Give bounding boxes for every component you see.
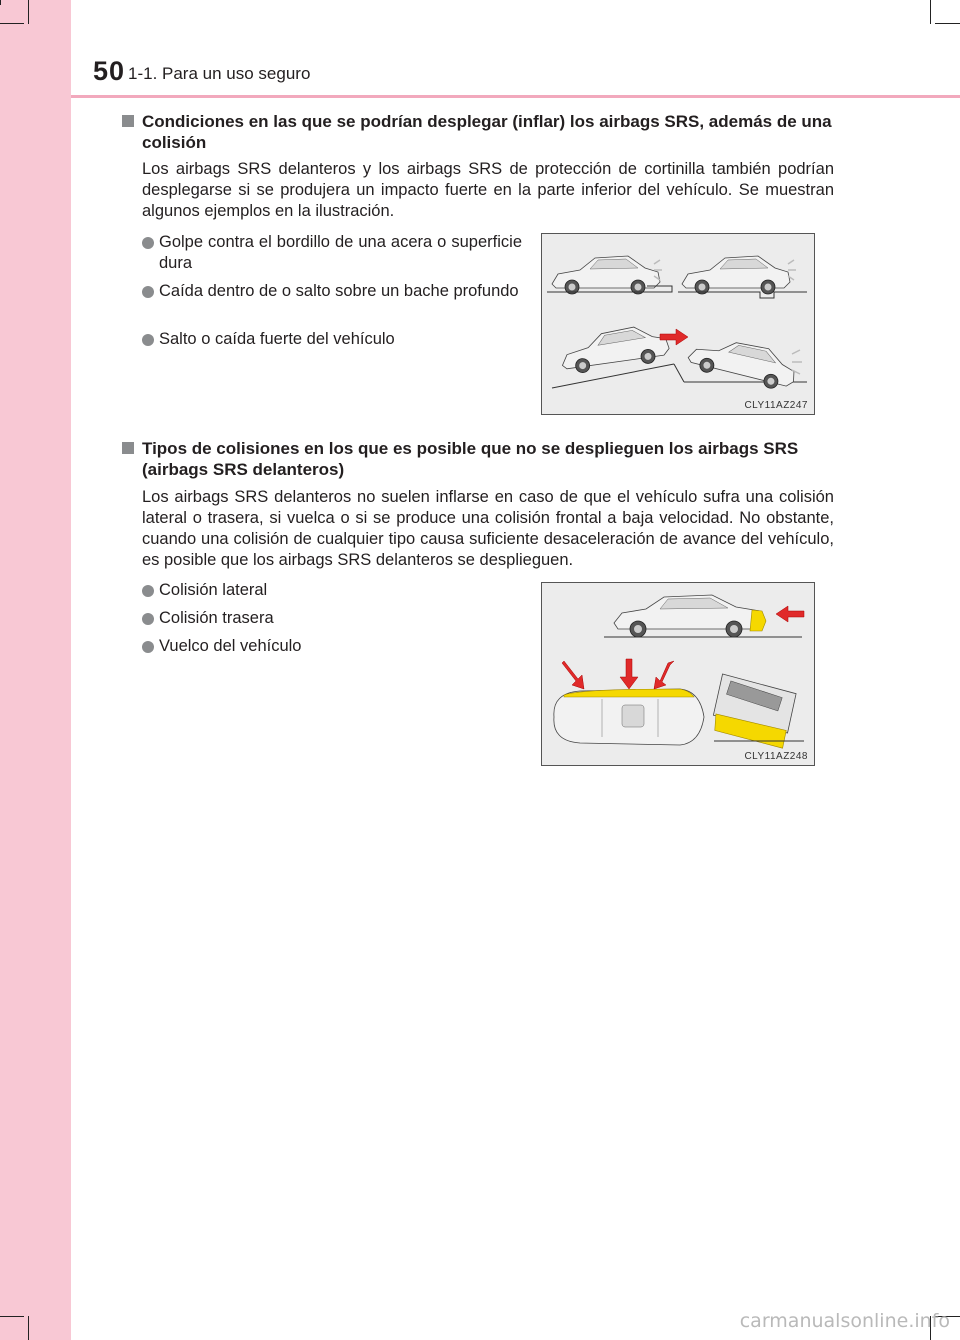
car-illustration [682,256,790,294]
header-rule [71,95,960,98]
list-item-text: Salto o caída fuerte del vehículo [159,330,395,348]
list-item [142,580,522,601]
car-illustration [559,323,671,376]
page-number: 50 [93,56,126,86]
list-item-text: Caída dentro de o salto sobre un bache profundo [159,282,519,300]
list-item [142,232,522,274]
bullet-dot-icon [142,613,154,625]
section-paragraph: Los airbags SRS delanteros no suelen inflarse en caso de que el vehículo sufra una colisión lateral o trasera, si vuelca o si se produce una colisión frontal a baja velocidad. No obstante, cuando una colisión de cualquier tipo causa suficiente desaceleración de avance del vehículo, es posible que los airbags SRS delanteros se desplieguen. [142,488,834,569]
square-bullet-icon [122,442,134,454]
heading-text: Condiciones en las que se podrían desplegar (inflar) los airbags SRS, además de una colisión [142,112,832,152]
list-item [142,281,522,302]
crop-mark [0,1316,24,1317]
square-bullet-icon [122,115,134,127]
list-item [142,608,522,629]
section-title: 1-1. Para un uso seguro [128,64,311,83]
section-heading [122,438,842,480]
watermark: carmanualsonline.info [739,1310,950,1332]
illustration-undercarriage-impacts [541,233,815,415]
heading-text: Tipos de colisiones en los que es posible que no se desplieguen los airbags SRS (airbags SRS delanteros) [142,439,799,479]
list-item-text: Golpe contra el bordillo de una acera o superficie dura [159,233,522,272]
crop-mark [28,1316,29,1340]
car-illustration [705,670,800,752]
illustration-non-deploy-collisions [541,582,815,766]
section-heading [122,111,842,153]
bullet-dot-icon [142,641,154,653]
list-item-text: Vuelco del vehículo [159,637,302,655]
figure-code: CLY11AZ248 [744,751,808,762]
crop-mark [0,23,24,24]
section-paragraph: Los airbags SRS delanteros y los airbags SRS de protección de cortinilla también podrían desplegarse si se produjera un impacto fuerte en la parte inferior del vehículo. Se muestran algunos ejemplos en la ilustración. [142,160,834,220]
list-item [142,329,522,350]
crop-mark [0,0,1,5]
car-illustration [552,256,660,294]
bullet-dot-icon [142,286,154,298]
bullet-dot-icon [142,334,154,346]
crop-mark [935,23,960,24]
list-item-text: Colisión lateral [159,581,268,599]
list-item [142,636,522,657]
page-sidebar [0,0,71,1340]
crop-mark [930,0,931,24]
bullet-dot-icon [142,585,154,597]
car-illustration [614,595,766,637]
car-illustration [554,689,704,745]
figure-code: CLY11AZ247 [744,400,808,411]
list-item-text: Colisión trasera [159,609,274,627]
car-illustration [686,330,800,393]
bullet-dot-icon [142,237,154,249]
crop-mark [28,0,29,24]
